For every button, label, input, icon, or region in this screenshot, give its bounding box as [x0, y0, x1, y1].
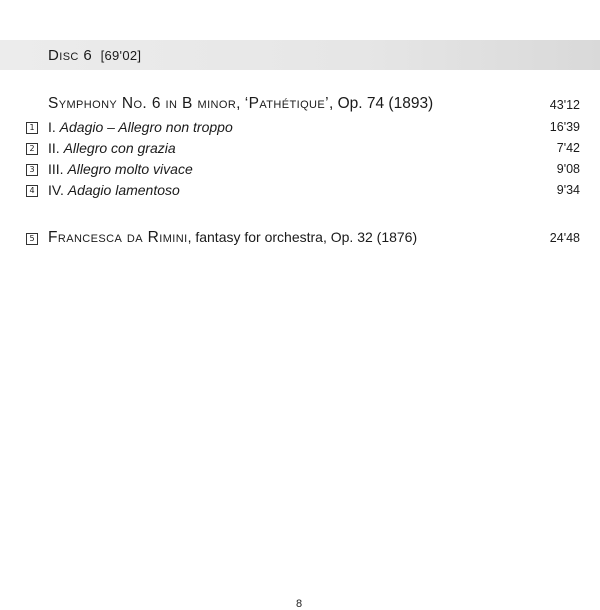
track-row[interactable]	[0, 140, 600, 160]
track-number-box: 4	[26, 185, 38, 197]
work-duration: 43'12	[549, 98, 580, 112]
track-duration: 9'08	[556, 162, 580, 176]
work-title-francesca: Francesca da Rimini, fantasy for orchestra, Op. 32 (1876)	[48, 229, 418, 246]
disc-heading	[48, 47, 141, 64]
track-duration: 7'42	[556, 141, 580, 155]
track-title: III. Allegro molto vivace	[48, 161, 193, 177]
track-duration: 16'39	[549, 120, 580, 134]
work-subtitle: ‘Pathétique’	[244, 95, 329, 112]
work-duration: 24'48	[549, 231, 580, 245]
track-row[interactable]	[0, 229, 600, 251]
track-number-box: 1	[26, 122, 38, 134]
track-duration: 9'34	[556, 183, 580, 197]
work-title-symphony: Symphony No. 6 in B minor, ‘Pathétique’, Op. 74 (1893)	[48, 95, 434, 112]
work-details: , Op. 74 (1893)	[328, 95, 434, 112]
page-number: 8	[296, 598, 303, 610]
track-number-box: 2	[26, 143, 38, 155]
track-number-box: 3	[26, 164, 38, 176]
work-name: Symphony No. 6 in B minor	[48, 95, 237, 112]
disc-duration: [69'02]	[100, 48, 142, 63]
disc-label: Disc 6	[48, 47, 93, 64]
track-row[interactable]	[0, 182, 600, 202]
track-row[interactable]	[0, 119, 600, 139]
track-number-box: 5	[26, 233, 38, 245]
track-row[interactable]	[0, 161, 600, 181]
track-title: II. Allegro con grazia	[48, 140, 176, 156]
track-title: IV. Adagio lamentoso	[48, 182, 180, 198]
track-title: I. Adagio – Allegro non troppo	[48, 119, 233, 135]
